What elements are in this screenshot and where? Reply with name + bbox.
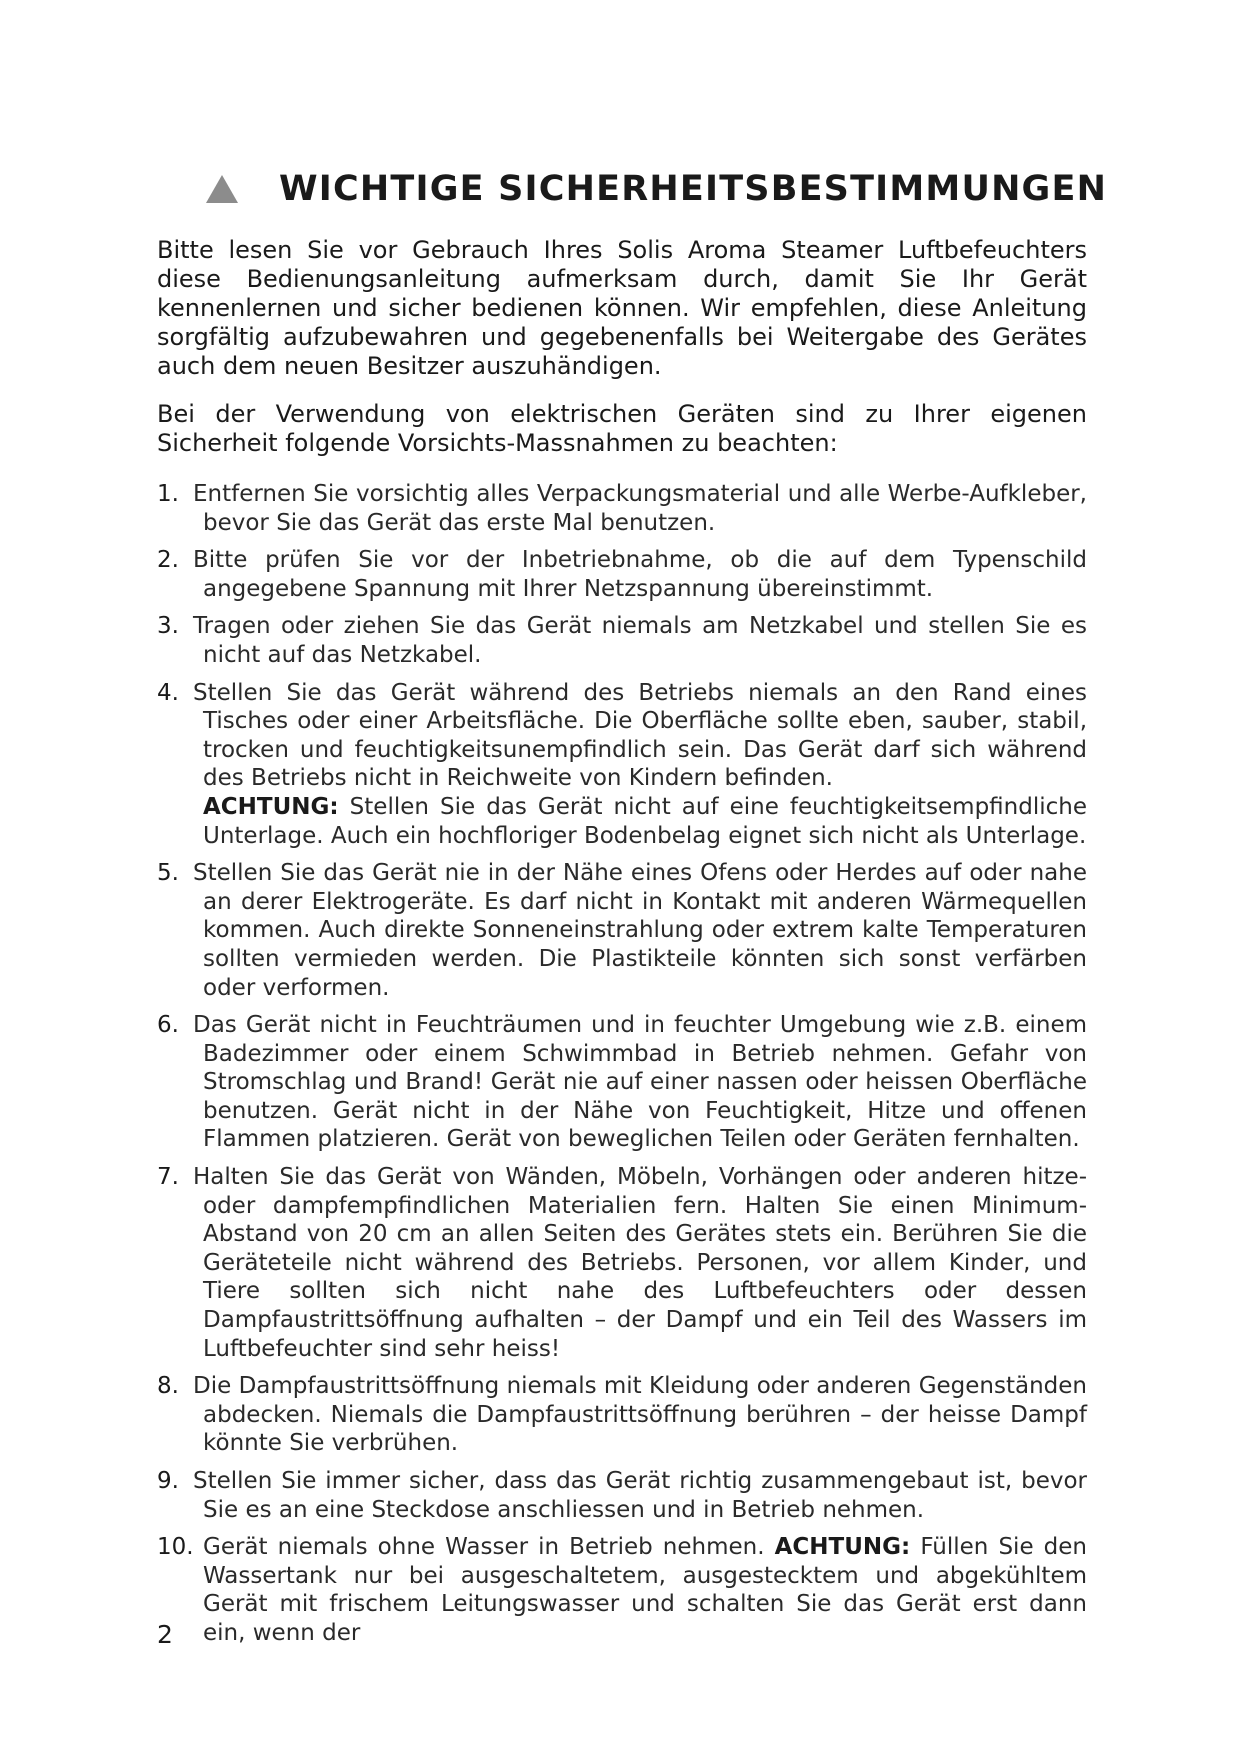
intro-paragraph-2: Bei der Verwendung von elektrischen Geräten sind zu Ihrer eigenen Sicherheit folgende Vorsichts-Massnahmen zu beachten: [157, 400, 1087, 457]
list-item-6 [157, 1011, 1087, 1154]
item-number: 6. [157, 1012, 179, 1039]
note-text: Füllen Sie den Wassertank nur bei ausgeschaltetem, ausgestecktem und abgekühltem Gerät mit frischem Leitungswasser und schalten Sie das Gerät erst dann ein, wenn der [203, 1534, 1087, 1646]
item-text: Stellen Sie immer sicher, dass das Gerät richtig zusammengebaut ist, bevor Sie es an eine Steckdose anschliessen und in Betrieb nehmen. [193, 1468, 1087, 1523]
item-text: Tragen oder ziehen Sie das Gerät niemals am Netzkabel und stellen Sie es nicht auf das Netzkabel. [193, 613, 1087, 668]
list-item-7 [157, 1163, 1087, 1363]
item-number: 5. [157, 860, 179, 887]
note-text: Stellen Sie das Gerät nicht auf eine feuchtigkeitsempfindliche Unterlage. Auch ein hochfloriger Bodenbelag eignet sich nicht als Unterlage. [203, 793, 1087, 849]
list-item-5 [157, 859, 1087, 1002]
item-text-start: Gerät niemals ohne Wasser in Betrieb nehmen. [203, 1534, 775, 1561]
page-number: 2 [157, 1620, 173, 1649]
section-heading [205, 164, 1125, 214]
item-number: 1. [157, 481, 179, 507]
item-text: Bitte prüfen Sie vor der Inbetriebnahme, ob die auf dem Typenschild angegebene Spannung mit Ihrer Netzspannung übereinstimmt. [193, 547, 1087, 602]
item-text: Die Dampfaustrittsöffnung niemals mit Kleidung oder anderen Gegenständen abdecken. Niemals die Dampfaustrittsöffnung berühren – der heisse Dampf könnte Sie verbrühen. [193, 1373, 1087, 1457]
item-number: 4. [157, 679, 179, 706]
item-number: 3. [157, 613, 179, 640]
list-item-2 [157, 546, 1087, 603]
item-number: 7. [157, 1164, 179, 1191]
list-item-3 [157, 612, 1087, 669]
list-item-10 [157, 1533, 1087, 1647]
safety-instructions-list [157, 480, 1087, 1657]
item-text: Stellen Sie das Gerät nie in der Nähe eines Ofens oder Herdes auf oder nahe an derer Elektrogeräte. Es darf nicht in Kontakt mit anderen Wärmequellen kommen. Auch direkte Sonneneinstrahlung oder extrem kalte Temperaturen sollten vermieden werden. Die Plastikteile könnten sich sonst verfärben oder verformen. [193, 860, 1087, 1001]
list-item-1 [157, 480, 1087, 537]
item-note [203, 793, 1087, 850]
item-number: 2. [157, 547, 179, 574]
item-text: Stellen Sie das Gerät während des Betriebs niemals an den Rand eines Tisches oder einer Arbeitsfläche. Die Oberfläche sollte eben, sauber, stabil, trocken und feuchtigkeitsunempfindlich sein. Das Gerät darf sich während des Betriebs nicht in Reichweite von Kindern befinden. [193, 679, 1087, 792]
item-text: Das Gerät nicht in Feuchträumen und in feuchter Umgebung wie z.B. einem Badezimmer oder einem Schwimmbad in Betrieb nehmen. Gefahr von Stromschlag und Brand! Gerät nie auf einer nassen oder heissen Oberfläche benutzen. Gerät nicht in der Nähe von Feuchtigkeit, Hitze und offenen Flammen platzieren. Gerät von beweglichen Teilen oder Geräten fernhalten. [193, 1012, 1087, 1153]
achtung-label: ACHTUNG: [203, 793, 339, 820]
item-number: 8. [157, 1373, 179, 1400]
list-item-4 [157, 679, 1087, 851]
item-number: 9. [157, 1468, 179, 1494]
item-text: Halten Sie das Gerät von Wänden, Möbeln, Vorhängen oder anderen hitze- oder dampfempfindlichen Materialien fern. Halten Sie einen Minimum-Abstand von 20 cm an allen Seiten des Gerätes stets ein. Berühren Sie die Geräteteile nicht während des Betriebs. Personen, vor allem Kinder, und Tiere sollten sich nicht nahe des Luftbefeuchters oder dessen Dampfaustrittsöffnung aufhalten – der Dampf und ein Teil des Wassers im Luftbefeuchter sind sehr heiss! [193, 1164, 1087, 1362]
item-text: Entfernen Sie vorsichtig alles Verpackungsmaterial und alle Werbe-Aufkleber, bevor Sie das Gerät das erste Mal benutzen. [193, 481, 1087, 536]
achtung-label: ACHTUNG: [774, 1534, 911, 1561]
item-number: 10. [157, 1534, 194, 1561]
item-text [203, 1533, 1087, 1647]
section-title: WICHTIGE SICHERHEITSBESTIMMUNGEN [279, 169, 1108, 209]
list-item-8 [157, 1372, 1087, 1458]
list-item-9 [157, 1467, 1087, 1524]
intro-paragraph-1: Bitte lesen Sie vor Gebrauch Ihres Solis Aroma Steamer Luftbefeuchters diese Bedienungsanleitung aufmerksam durch, damit Sie Ihr Gerät kennenlernen und sicher bedienen können. Wir empfehlen, diese Anleitung sorgfältig aufzubewahren und gegebenenfalls bei Weitergabe des Gerätes auch dem neuen Besitzer auszuhändigen. [157, 236, 1087, 380]
warning-triangle-icon [205, 174, 239, 204]
